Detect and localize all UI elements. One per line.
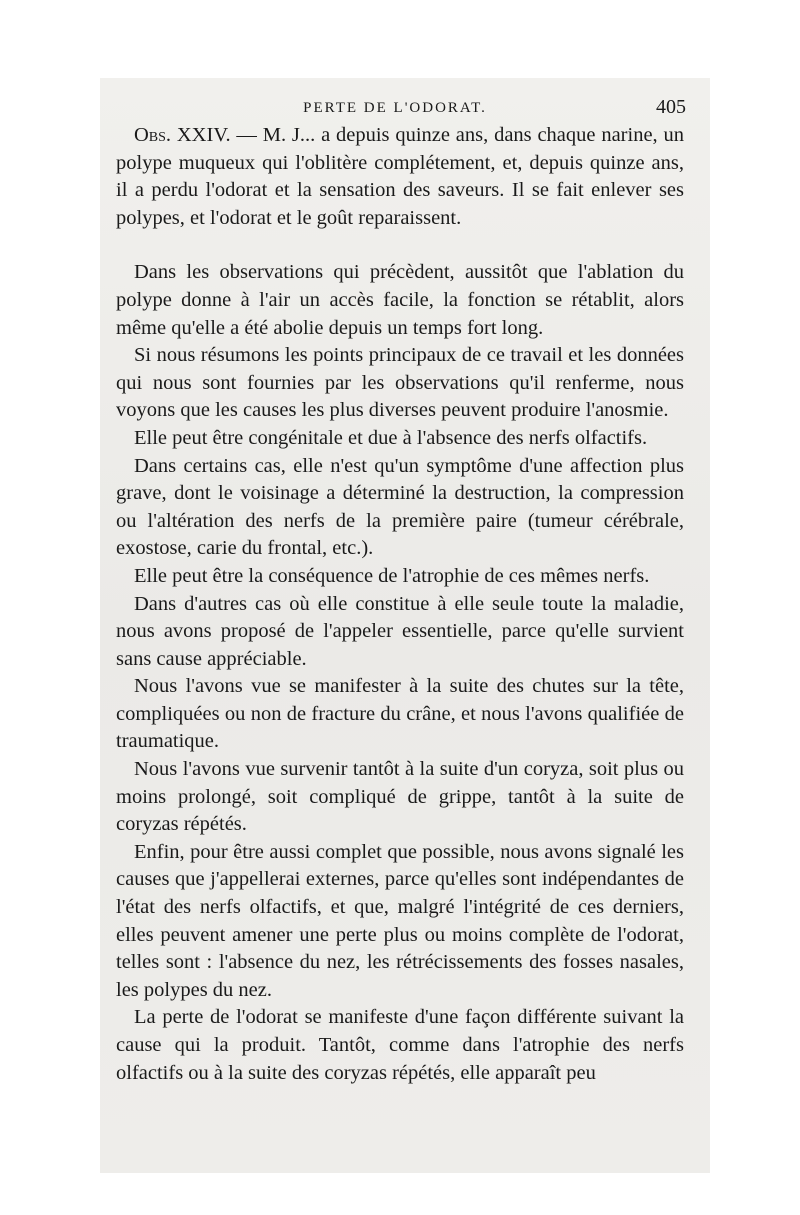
paragraph: Nous l'avons vue survenir tantôt à la suite d'un coryza, soit plus ou moins prolongé, soit compliqué de grippe, tantôt à la suite de coryzas répétés. — [116, 758, 684, 836]
paragraph: Dans les observations qui précèdent, aussitôt que l'ablation du polype donne à l'air un accès facile, la fonction se rétablit, alors même qu'elle a été abolie depuis un temps fort long. — [116, 261, 684, 339]
paragraph: Si nous résumons les points principaux de ce travail et les données qui nous sont fournies par les observations qu'il renferme, nous voyons que les causes les plus diverses peuvent produire l'anosmie. — [116, 344, 684, 422]
running-title: PERTE DE L'ODORAT. — [303, 100, 487, 116]
observation-label: Obs. — [134, 124, 172, 146]
page-header — [100, 96, 690, 122]
body-text — [116, 122, 684, 1087]
paragraph: Elle peut être congénitale et due à l'absence des nerfs olfactifs. — [134, 426, 648, 449]
paragraph: La perte de l'odorat se manifeste d'une façon différente suivant la cause qui la produit. Tantôt, comme dans l'atrophie des nerfs olfactifs ou à la suite des coryzas répétés, elle apparaît peu — [116, 1006, 684, 1084]
observation-paragraph — [116, 122, 684, 232]
paragraph: Nous l'avons vue se manifester à la suite des chutes sur la tête, compliquées ou non de fracture du crâne, et nous l'avons qualifiée de traumatique. — [116, 675, 684, 753]
paragraph: Dans d'autres cas où elle constitue à elle seule toute la maladie, nous avons proposé de l'appeler essentielle, parce qu'elle survient sans cause appréciable. — [116, 592, 684, 670]
observation-text: XXIV. — M. J... a depuis quinze ans, dans chaque narine, un polype muqueux qui l'oblitère complétement, et, depuis quinze ans, il a perdu l'odorat et la sensation des saveurs. Il se fait enlever ses polypes, et l'odorat et le goût reparaissent. — [116, 124, 684, 229]
paragraph: Elle peut être la conséquence de l'atrophie de ces mêmes nerfs. — [134, 564, 650, 587]
page-number: 405 — [656, 96, 686, 118]
paragraph: Enfin, pour être aussi complet que possible, nous avons signalé les causes que j'appellerai externes, parce qu'elles sont indépendantes de l'état des nerfs olfactifs, et que, malgré l'intégrité de ces derniers, elles peuvent amener une perte plus ou moins complète de l'odorat, telles sont : l'absence du nez, les rétrécissements des fosses nasales, les polypes du nez. — [116, 840, 684, 1001]
paragraph: Dans certains cas, elle n'est qu'un symptôme d'une affection plus grave, dont le voisinage a déterminé la destruction, la compression ou l'altération des nerfs de la première paire (tumeur cérébrale, exostose, carie du frontal, etc.). — [116, 454, 684, 560]
